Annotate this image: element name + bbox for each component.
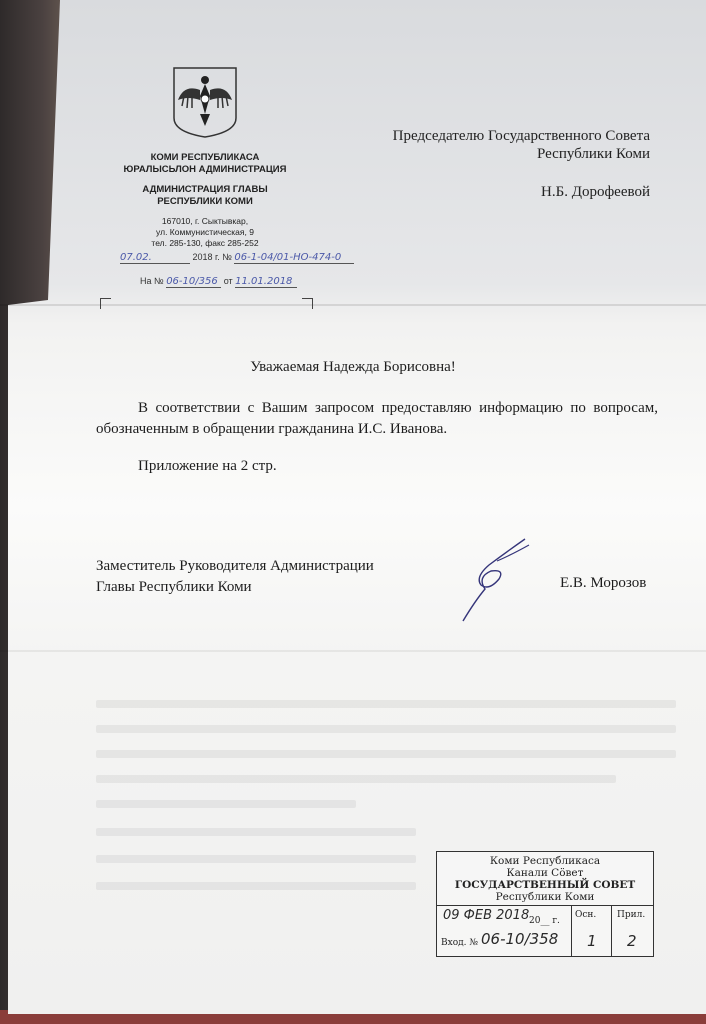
org-line: РЕСПУБЛИКИ КОМИ: [157, 196, 253, 207]
show-through-line: [96, 700, 676, 708]
stamp-date-suffix: 20__ г.: [529, 916, 560, 926]
stamp-pril-label: Прил.: [617, 910, 646, 920]
recipient-title: Республики Коми: [537, 146, 650, 162]
year-label: 2018 г. №: [192, 252, 232, 262]
signer-title-line: Заместитель Руководителя Администрации: [96, 558, 374, 574]
stamp-line: ГОСУДАРСТВЕННЫЙ СОВЕТ: [454, 879, 636, 891]
coat-of-arms-emblem: [170, 66, 240, 138]
show-through-line: [96, 750, 676, 758]
stamp-incoming-number: 06-10/358: [481, 930, 559, 948]
recipient-name: Н.Б. Дорофеевой: [541, 184, 650, 200]
recipient-title: Председателю Государственного Совета: [392, 128, 650, 144]
letter-body: [96, 398, 658, 440]
stamp-date: 09 ФЕВ 2018: [443, 908, 530, 923]
signer-title: [96, 556, 374, 598]
stamp-divider: [611, 905, 612, 956]
show-through-line: [96, 725, 676, 733]
outgoing-date: 07.02.: [120, 252, 190, 264]
org-name-komi: [105, 152, 305, 176]
stamp-pril-value: 2: [627, 932, 637, 950]
show-through-line: [96, 882, 416, 890]
stamp-line: Коми Республикаса: [489, 855, 601, 867]
handwritten-signature: [455, 535, 535, 625]
address-corner-mark: [302, 298, 313, 309]
outgoing-registration: [120, 252, 354, 264]
show-through-line: [96, 800, 356, 808]
stamp-osnov-value: 1: [587, 932, 597, 950]
org-address: [105, 216, 305, 249]
show-through-line: [96, 855, 416, 863]
stamp-incoming-label: Вход. №: [441, 938, 478, 948]
org-line: КОМИ РЕСПУБЛИКАСА: [150, 152, 260, 163]
stamp-divider: [571, 905, 572, 956]
letter-greeting: Уважаемая Надежда Борисовна!: [250, 359, 456, 375]
show-through-line: [96, 775, 616, 783]
org-line: ЮРАЛЫСЬЛОН АДМИНИСТРАЦИЯ: [123, 164, 287, 175]
letter-body-text: В соответствии с Вашим запросом предоставляю информацию по вопросам, обозначенным в обращении гражданина И.С. Иванова.: [96, 400, 658, 437]
ref-date: 11.01.2018: [235, 276, 297, 288]
address-line: 167010, г. Сыктывкар,: [161, 216, 249, 226]
address-line: тел. 285-130, факс 285-252: [151, 238, 259, 248]
incoming-stamp: [436, 851, 654, 957]
org-line: АДМИНИСТРАЦИЯ ГЛАВЫ: [142, 184, 268, 195]
outgoing-number: 06-1-04/01-НО-474-0: [234, 252, 354, 264]
letter-attachment: Приложение на 2 стр.: [138, 458, 277, 474]
org-name-russian: [105, 184, 305, 208]
stamp-line: Канали Сӧвет: [506, 867, 584, 879]
ref-label: На №: [140, 276, 164, 286]
stamp-line: Республики Коми: [495, 891, 595, 903]
ref-number: 06-10/356: [166, 276, 221, 288]
paper-fold: [0, 650, 706, 652]
show-through-line: [96, 828, 416, 836]
signer-title-line: Главы Республики Коми: [96, 579, 252, 595]
stamp-divider: [437, 905, 653, 906]
recipient-block: [393, 127, 650, 163]
address-line: ул. Коммунистическая, 9: [156, 227, 254, 237]
stamp-osnov-label: Осн.: [575, 910, 597, 920]
ref-from-label: от: [223, 276, 233, 286]
address-corner-mark: [100, 298, 111, 309]
signer-name: Е.В. Морозов: [560, 575, 647, 591]
reference-registration: [140, 276, 297, 288]
